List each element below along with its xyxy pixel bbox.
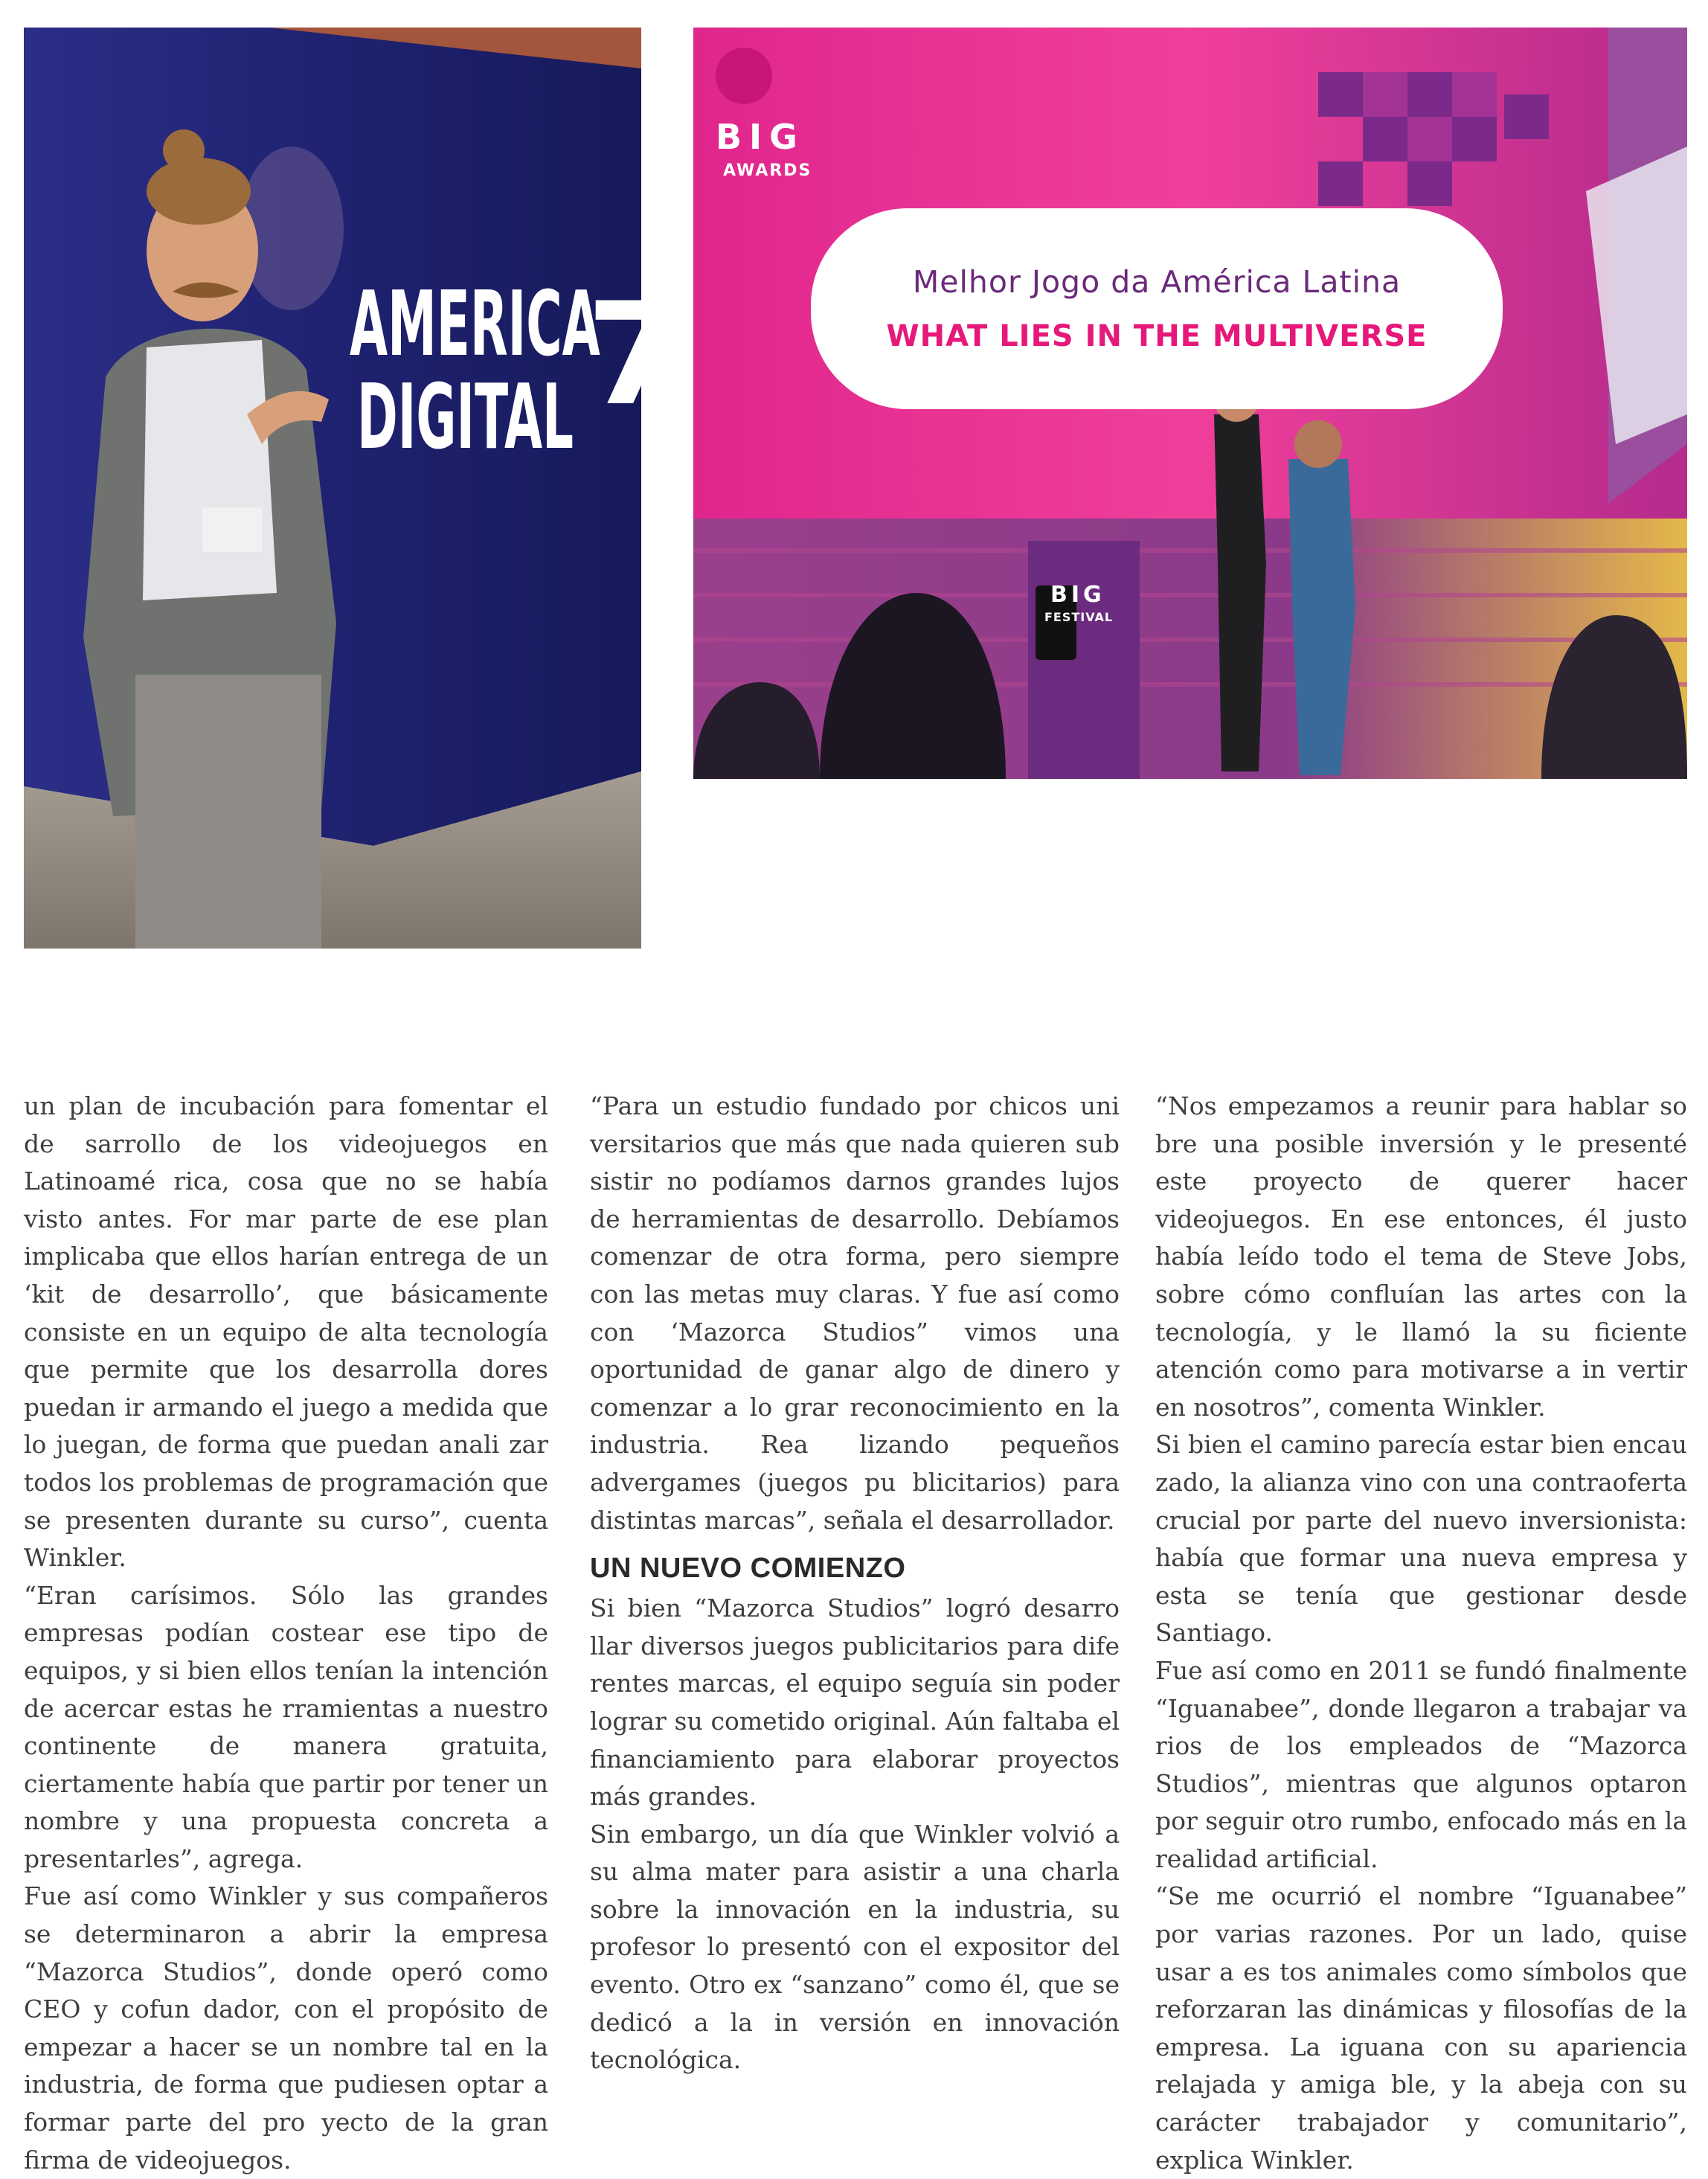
paragraph: “Eran carísimos. Sólo las grandes empresas podían costear ese tipo de equipos, y si bien ellos tenían la intención de acercar estas he rramientas a nuestro continente de manera gratuita, ciertamente había que partir por tener un nombre y una propuesta concreta a presentarles”, agrega.	[24, 1580, 548, 1873]
award-winner: WHAT LIES IN THE MULTIVERSE	[886, 319, 1428, 353]
section-heading: UN NUEVO COMIENZO	[590, 1553, 906, 1585]
paragraph: “Para un estudio fundado por chicos uni versitarios que más que nada quieren sub sistir no podíamos darnos grandes lujos de herramientas de desarrollo. Debíamos comenzar de otra forma, pero siempre con las metas muy claras. Y fue así como con ‘Mazorca Studios” vimos una oportunidad de ganar algo de dinero y comenzar a lo grar reconocimiento en la industria. Rea lizando pequeños advergames (juegos pu blicitarios) para distintas marcas”, señala el desarrollador.	[590, 1091, 1120, 1535]
paragraph: Fue así como Winkler y sus compañeros se determinaron a abrir la empresa “Mazorca Studios”, donde operó como CEO y cofun dador, con el propósito de empezar a hacer se un nombre tal en la industria, de forma que pudiesen optar a formar parte del pro yecto de la gran firma de videojuegos.	[24, 1881, 548, 2175]
paragraph: Sin embargo, un día que Winkler volvió a su alma mater para asistir a una charla sobre la innovación en la industria, su profesor lo presentó con el expositor del evento. Otro ex “sanzano” como él, que se dedicó a la in versión en innovación tecnológica.	[590, 1819, 1120, 2075]
banner-number: 7	[586, 272, 685, 437]
photo-left-illustration	[24, 28, 641, 949]
paragraph: Si bien “Mazorca Studios” logró desarro llar diversos juegos publicitarios para dife rentes marcas, el equipo seguía sin poder lograr su cometido original. Aún faltaba el financiamiento para elaborar proyectos más grandes.	[590, 1594, 1120, 1811]
paragraph: Fue así como en 2011 se fundó finalmente “Iguanabee”, donde llegaron a trabajar va rios de los empleados de “Mazorca Studios”, mientras que algunos optaron por seguir otro rumbo, enfocado más en la realidad artificial.	[1155, 1655, 1687, 1873]
photo-man-at-america-digital	[24, 28, 685, 949]
paragraph: Si bien el camino parecía estar bien encau zado, la alianza vino con una contraoferta crucial por parte del nuevo inversionista: había que formar una nueva empresa y esta se tenía que gestionar desde Santiago.	[1155, 1430, 1687, 1648]
article-column-2	[590, 1088, 1120, 2079]
banner-america: AMERICA	[350, 273, 600, 376]
podium-festival-label: FESTIVAL	[1044, 610, 1114, 624]
awards-logo-label: AWARDS	[723, 161, 812, 180]
paragraph: “Se me ocurrió el nombre “Iguanabee” por varias razones. Por un lado, quise usar a es tos animales como símbolos que reforzaran las dinámicas y filosofías de la empresa. La iguana con su apariencia relajada y amiga ble, y la abeja con su carácter trabajador y comunitario”, explica Winkler.	[1155, 1881, 1687, 2175]
banner-digital: DIGITAL	[357, 366, 574, 469]
podium-big-logo: BIG	[1050, 582, 1105, 608]
article-column-1	[24, 1088, 548, 2179]
paragraph: “Nos empezamos a reunir para hablar so bre una posible inversión y le presenté este proyecto de querer hacer videojuegos. En ese entonces, él justo había leído todo el tema de Steve Jobs, sobre cómo confluían las artes con la tecnología, y le llamó la su ficiente atención como para motivarse a in vertir en nosotros”, comenta Winkler.	[1155, 1091, 1687, 1422]
big-logo: BIG	[716, 117, 805, 157]
article-column-3	[1155, 1088, 1687, 2179]
paragraph: un plan de incubación para fomentar el de sarrollo de los videojuegos en Latinoamé rica, cosa que no se había visto antes. For mar parte de ese plan implicaba que ellos harían entrega de un ‘kit de desarrollo’, que básicamente consiste en un equipo de alta tecnología que permite que los desarrolla dores puedan ir armando el juego a medida que lo juegan, de forma que puedan anali zar todos los problemas de programación que se presenten durante su curso”, cuenta Winkler.	[24, 1091, 548, 1573]
award-category: Melhor Jogo da América Latina	[912, 264, 1402, 300]
award-slide-card	[811, 208, 1503, 409]
